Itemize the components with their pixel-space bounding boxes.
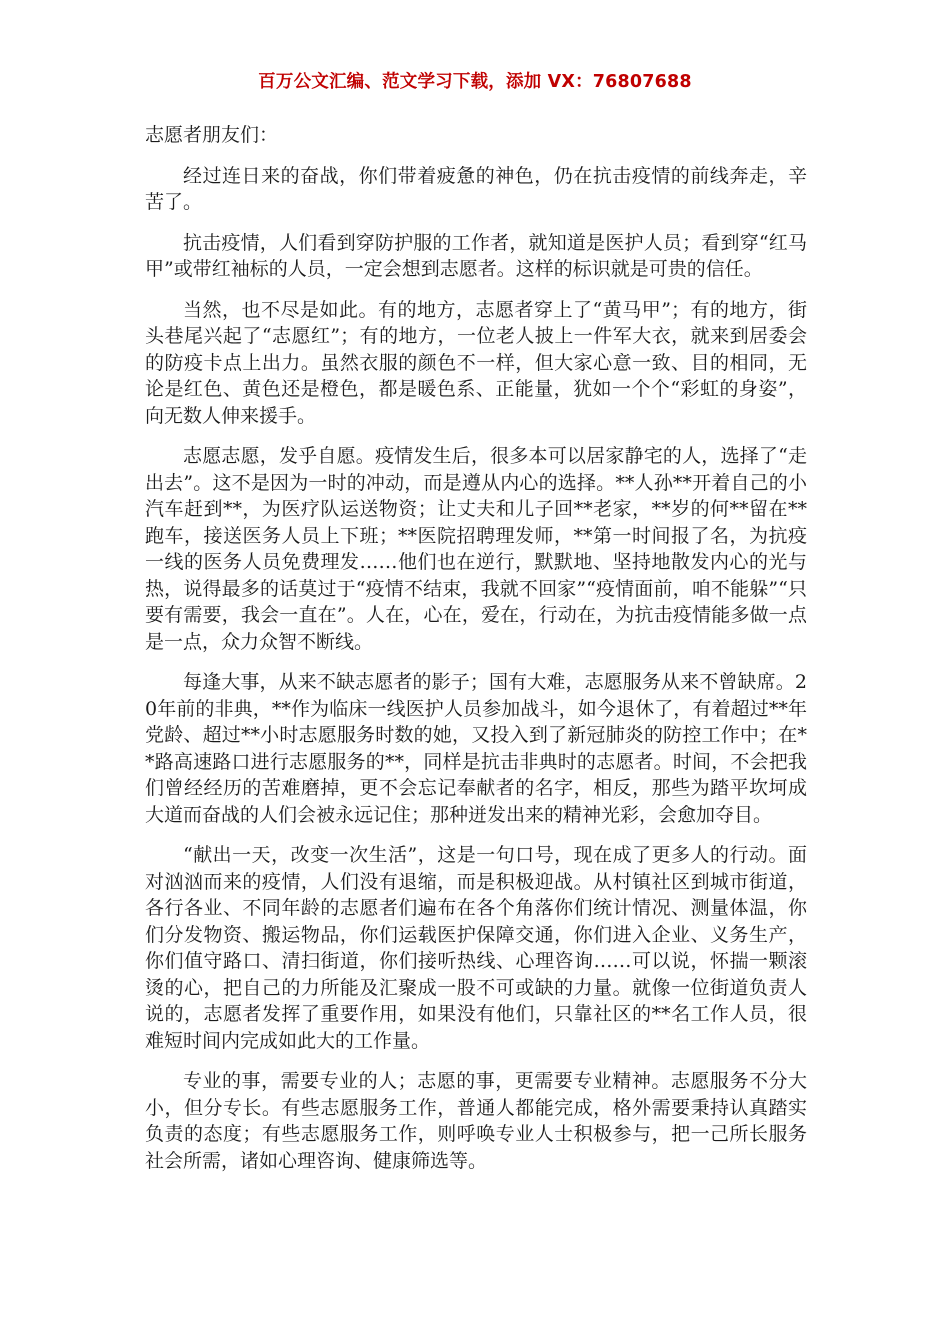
paragraph-2: 抗击疫情，人们看到穿防护服的工作者，就知道是医护人员；看到穿“红马甲”或带红袖标的人员，一定会想到志愿者。这样的标识就是可贵的信任。 — [145, 231, 807, 280]
paragraph-7: 专业的事，需要专业的人；志愿的事，更需要专业精神。志愿服务不分大小，但分专长。有些志愿服务工作，普通人都能完成，格外需要秉持认真踏实负责的态度；有些志愿服务工作，则呼唤专业人士积极参与，把一己所长服务社会所需，诸如心理咨询、健康筛选等。 — [145, 1070, 807, 1172]
paragraph-3: 当然，也不尽是如此。有的地方，志愿者穿上了“黄马甲”；有的地方，街头巷尾兴起了“志愿红”；有的地方，一位老人披上一件军大衣，就来到居委会的防疫卡点上出力。虽然衣服的颜色不一样，但大家心意一致、目的相同，无论是红色、黄色还是橙色，都是暖色系、正能量，犹如一个个“彩虹的身姿”，向无数人伸来援手。 — [145, 298, 807, 427]
paragraph-6: “献出一天，改变一次生活”，这是一句口号，现在成了更多人的行动。面对汹汹而来的疫情，人们没有退缩，而是积极迎战。从村镇社区到城市街道，各行各业、不同年龄的志愿者们遍布在各个角落你们统计情况、测量体温，你们分发物资、搬运物品，你们运载医护保障交通，你们进入企业、义务生产，你们值守路口、清扫街道，你们接听热线、心理咨询……可以说，怀揣一颗滚烫的心，把自己的力所能及汇聚成一股不可或缺的力量。就像一位街道负责人说的，志愿者发挥了重要作用，如果没有他们，只靠社区的**名工作人员，很难短时间内完成如此大的工作量。 — [145, 844, 807, 1052]
paragraph-5: 每逢大事，从来不缺志愿者的影子；国有大难，志愿服务从来不曾缺席。20年前的非典，**作为临床一线医护人员参加战斗，如今退休了，有着超过**年党龄、超过**小时志愿服务时数的她，又投入到了新冠肺炎的防控工作中；在**路高速路口进行志愿服务的**，同样是抗击非典时的志愿者。时间，不会把我们曾经经历的苦难磨掉，更不会忘记奉献者的名字，相反，那些为踏平坎坷成大道而奋战的人们会被永远记住；那种迸发出来的精神光彩，会愈加夺目。 — [145, 671, 807, 826]
header-banner: 百万公文汇编、范文学习下载，添加 VX：76807688 — [258, 72, 692, 92]
greeting: 志愿者朋友们： — [145, 124, 279, 146]
document-body — [145, 122, 807, 1188]
paragraph-4: 志愿志愿，发乎自愿。疫情发生后，很多本可以居家静宅的人，选择了“走出去”。这不是因为一时的冲动，而是遵从内心的选择。**人孙**开着自己的小汽车赶到**，为医疗队运送物资；让丈夫和儿子回**老家，**岁的何**留在**跑车，接送医务人员上下班；**医院招聘理发师，**第一时间报了名，为抗疫一线的医务人员免费理发……他们也在逆行，默默地、坚持地散发内心的光与热，说得最多的话莫过于“疫情不结束，我就不回家”“疫情面前，咱不能躲”“只要有需要，我会一直在”。人在，心在，爱在，行动在，为抗击疫情能多做一点是一点，众力众智不断线。 — [145, 445, 807, 653]
paragraph-1: 经过连日来的奋战，你们带着疲惫的神色，仍在抗击疫情的前线奔走，辛苦了。 — [145, 164, 807, 213]
